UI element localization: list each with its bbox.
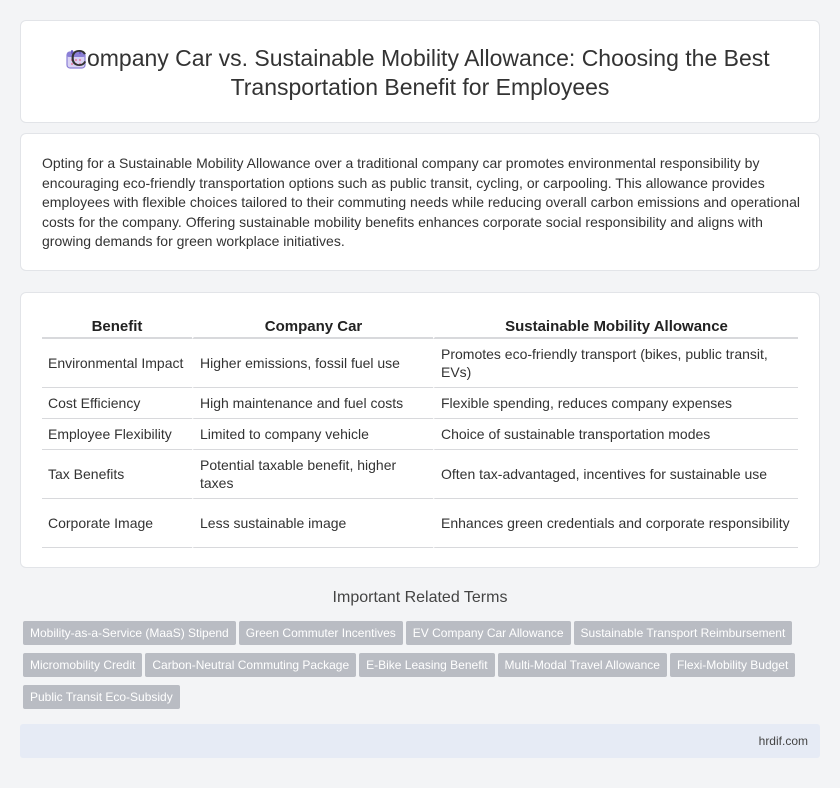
related-term-tag[interactable]: Micromobility Credit — [23, 653, 142, 677]
table-cell: Promotes eco-friendly transport (bikes, public transit, EVs) — [433, 339, 798, 388]
related-term-tag[interactable]: Sustainable Transport Reimbursement — [574, 621, 793, 645]
table-cell: Potential taxable benefit, higher taxes — [192, 450, 433, 499]
related-term-tag[interactable]: Flexi-Mobility Budget — [670, 653, 795, 677]
table-cell: Tax Benefits — [42, 450, 192, 499]
related-term-tag[interactable]: EV Company Car Allowance — [406, 621, 571, 645]
table-row — [42, 388, 798, 419]
related-terms-list — [23, 621, 823, 717]
header-card — [20, 20, 820, 123]
related-term-tag[interactable]: Mobility-as-a-Service (MaaS) Stipend — [23, 621, 236, 645]
table-cell: Choice of sustainable transportation modes — [433, 419, 798, 450]
column-header-benefit: Benefit — [42, 315, 192, 339]
table-cell: Employee Flexibility — [42, 419, 192, 450]
table-header-row — [42, 315, 798, 339]
comparison-table — [42, 315, 798, 548]
related-term-tag[interactable]: E-Bike Leasing Benefit — [359, 653, 494, 677]
table-cell: Limited to company vehicle — [192, 419, 433, 450]
footer-site-link[interactable]: hrdif.com — [758, 734, 808, 748]
related-terms-heading: Important Related Terms — [332, 589, 508, 606]
table-cell: Environmental Impact — [42, 339, 192, 388]
table-cell: Higher emissions, fossil fuel use — [192, 339, 433, 388]
column-header-sustainable-allowance: Sustainable Mobility Allowance — [433, 315, 798, 339]
table-cell: Corporate Image — [42, 499, 192, 548]
table-row — [42, 450, 798, 499]
related-term-tag[interactable]: Green Commuter Incentives — [239, 621, 403, 645]
table-cell: Often tax-advantaged, incentives for sustainable use — [433, 450, 798, 499]
page-title: Company Car vs. Sustainable Mobility Allowance: Choosing the Best Transportation Benefit for Employees — [70, 45, 770, 100]
table-cell: Cost Efficiency — [42, 388, 192, 419]
table-row — [42, 499, 798, 548]
footer-bar — [20, 724, 820, 758]
intro-card — [20, 133, 820, 271]
column-header-company-car: Company Car — [192, 315, 433, 339]
table-cell: High maintenance and fuel costs — [192, 388, 433, 419]
related-term-tag[interactable]: Multi-Modal Travel Allowance — [498, 653, 667, 677]
table-cell: Less sustainable image — [192, 499, 433, 548]
intro-paragraph: Opting for a Sustainable Mobility Allowance over a traditional company car promotes environmental responsibility by encouraging eco-friendly transportation options such as public transit, cycling, or carpooling. This allowance provides employees with flexible choices tailored to their commuting needs while reducing overall carbon emissions and operational costs for the company. Offering sustainable mobility benefits enhances corporate social responsibility and aligns with growing demands for green workplace initiatives. — [42, 155, 800, 249]
related-term-tag[interactable]: Carbon-Neutral Commuting Package — [145, 653, 356, 677]
comparison-table-card — [20, 292, 820, 568]
table-cell: Flexible spending, reduces company expenses — [433, 388, 798, 419]
table-cell: Enhances green credentials and corporate responsibility — [433, 499, 798, 548]
related-term-tag[interactable]: Public Transit Eco-Subsidy — [23, 685, 180, 709]
table-row — [42, 339, 798, 388]
table-row — [42, 419, 798, 450]
